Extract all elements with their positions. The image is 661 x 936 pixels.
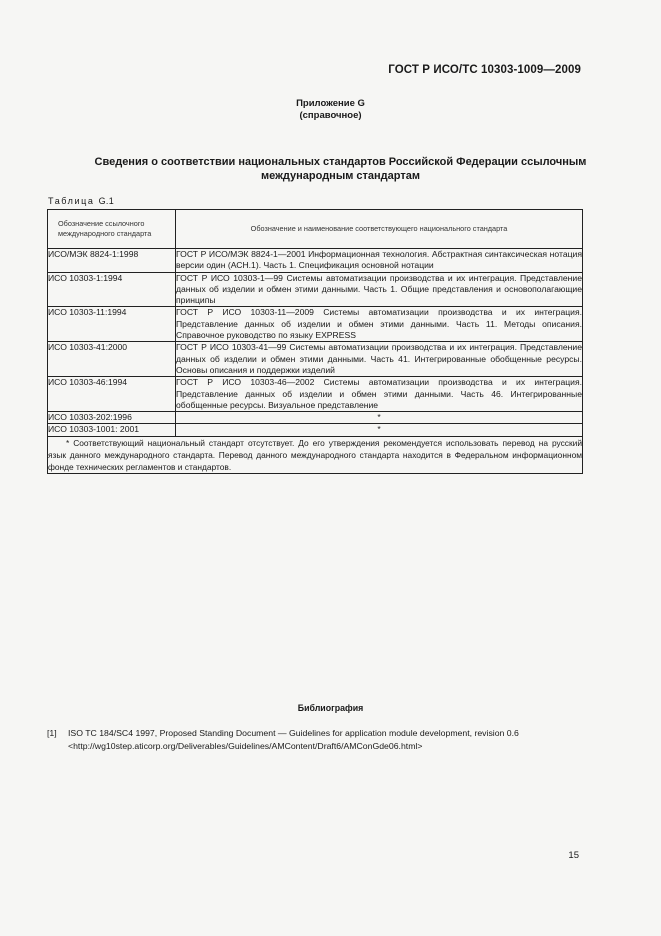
correspondence-table — [47, 209, 583, 474]
table-row — [48, 342, 583, 377]
national-standard-cell: * — [176, 412, 583, 424]
reference-standard-cell: ИСО 10303-46:1994 — [48, 377, 176, 412]
annex-title: Приложение G — [296, 98, 365, 109]
bibliography-title: Библиография — [297, 703, 364, 713]
section-title: Сведения о соответствии национальных стандартов Российской Федерации ссылочным международным стандартам — [94, 156, 587, 182]
national-standard-cell: ГОСТ Р ИСО 10303-46—2002 Системы автоматизации производства и их интеграция. Представление данных об изделии и обмен этими данными. Часть 46. Интегрированные обобщенные ресурсы. Визуальное представление — [176, 377, 582, 410]
reference-standard-cell: ИСО 10303-1001: 2001 — [48, 424, 176, 436]
national-standard-cell: ГОСТ Р ИСО/МЭК 8824-1—2001 Информационная технология. Абстрактная синтаксическая нотация версии один (АСН.1). Часть 1. Спецификация основной нотации — [176, 249, 582, 271]
table-row — [48, 249, 583, 273]
reference-standard-cell: ИСО/МЭК 8824-1:1998 — [48, 249, 176, 273]
national-standard-cell: ГОСТ Р ИСО 10303-1—99 Системы автоматизации производства и их интеграция. Представление данных об изделии и обмен этими данными. Часть 1. Общие представления и основополагающие принципы — [176, 272, 582, 306]
table-row — [48, 412, 583, 424]
national-standard-cell: ГОСТ Р ИСО 10303-41—99 Системы автоматизации производства и их интеграция. Представление данных об изделии и обмен этими данными. Часть 41. Интегрированные обобщенные ресурсы. Основы описания и поддержки изделий — [176, 342, 582, 375]
annex-subtitle: (справочное) — [299, 110, 362, 121]
table-row — [48, 377, 583, 412]
bibliography-entry — [47, 727, 587, 753]
table-row — [48, 307, 583, 342]
national-standard-cell: ГОСТ Р ИСО 10303-11—2009 Системы автоматизации производства и их интеграция. Представление данных об изделии и обмен этими данными. Часть 11. Методы описания. Справочное руководство по языку EXPRESS — [176, 307, 582, 341]
bibliography-entry-index: [1] — [47, 728, 57, 738]
table-footnote-row — [48, 436, 583, 473]
reference-standard-cell: ИСО 10303-1:1994 — [48, 272, 176, 307]
table-header-row — [48, 210, 583, 249]
column-header-national: Обозначение и наименование соответствующего национального стандарта — [176, 210, 583, 249]
table-row — [48, 424, 583, 436]
national-standard-cell: * — [176, 424, 583, 436]
table-footnote — [48, 436, 583, 473]
document-code: ГОСТ Р ИСО/ТС 10303-1009—2009 — [388, 64, 581, 76]
bibliography-entry-text: ISO TC 184/SC4 1997, Proposed Standing Document — Guidelines for application module development, revision 0.6 <http://wg10step.aticorp.org/Deliverables/Guidelines/AMContent/Draft6/AMConGde06.html> — [68, 728, 519, 751]
table-footnote-text: * Соответствующий национальный стандарт отсутствует. До его утверждения рекомендуется использовать перевод на русский язык данного международного стандарта. Перевод данного международного стандарта находится в Федеральном информационном фонде технических регламентов и стандартов. — [48, 437, 582, 472]
table-row — [48, 272, 583, 307]
reference-standard-cell: ИСО 10303-202:1996 — [48, 412, 176, 424]
table-caption-label: Таблица — [48, 196, 95, 206]
reference-standard-cell: ИСО 10303-11:1994 — [48, 307, 176, 342]
table-caption-number: G.1 — [98, 196, 115, 206]
column-header-reference: Обозначение ссылочного международного стандарта — [48, 210, 176, 249]
table-caption — [48, 196, 114, 206]
reference-standard-cell: ИСО 10303-41:2000 — [48, 342, 176, 377]
page-number: 15 — [568, 850, 579, 861]
annex-heading — [0, 98, 661, 122]
